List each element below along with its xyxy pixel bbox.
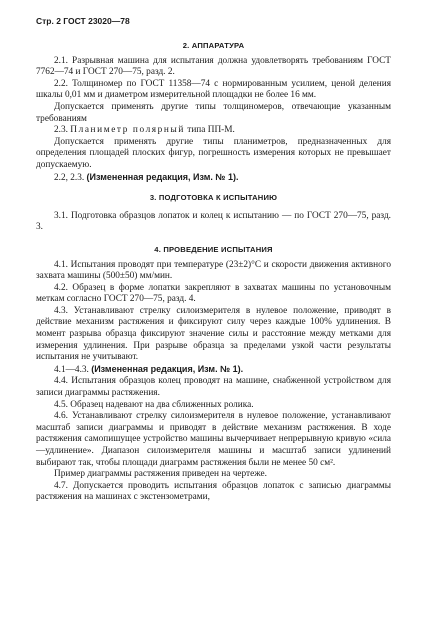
revision-note-2-ref: 2.2, 2.3. [54,172,85,183]
document-body [36,40,391,504]
revision-note-2-text: (Измененная редакция, Изм. № 1). [86,171,239,182]
paragraph-2-3-note: Допускается применять другие типы планиметров, предназначенных для определения площадей плоских фигур, погрешность измерения которых не превышает допускаемую. [36,136,391,170]
paragraph-4-5: 4.5. Образец надевают на два сближенных ролика. [54,399,254,410]
revision-note-4-text: (Измененная редакция, Изм. № 1). [91,363,244,374]
section-heading-apparatus: 2. АППАРАТУРА [182,41,245,50]
paragraph-3-1: 3.1. Подготовка образцов лопаток и колец к испытанию — по ГОСТ 270—75, разд. 3. [36,210,391,233]
paragraph-4-7: 4.7. Допускается проводить испытания образцов лопаток с записью диаграммы растяжения на машинах с экстензометрами, [36,480,391,503]
paragraph-4-6-note: Пример диаграммы растяжения приведен на чертеже. [54,469,267,480]
paragraph-2-2-note: Допускается применять другие типы толщиномеров, отвечающие указанным требованиям [36,101,391,124]
paragraph-4-6: 4.6. Устанавливают стрелку силоизмерителя в нулевое положение, устанавливают масштаб записи диаграммы и приводят в действие механизм растяжения. В ходе растяжения самопишущее устройство машины вычерчивает непрерывную кривую «сила—удлинение». Диапазон силоизмерителя машины и масштаб записи удлинений выбирают так, чтобы площади диаграмм растяжения были не менее 50 см². [36,411,391,468]
revision-note-2 [36,172,391,185]
running-head: Стр. 2 ГОСТ 23020—78 [36,16,130,26]
paragraph-2-3-instrument: Планиметр полярный [70,125,185,136]
paragraph-4-1: 4.1. Испытания проводят при температуре (23±2)°С и скорости движения активного захвата машины (500±50) мм/мин. [36,259,391,282]
paragraph-4-3: 4.3. Устанавливают стрелку силоизмерителя в нулевое положение, приводят в действие механизм растяжения и фиксируют силу через каждые 100% удлинения. В момент разрыва образца фиксируют значение силы и расстояние между метками для измерения удлинения. При разрыве образца за пределами узкой части результаты испытания не учитывают. [36,305,391,363]
paragraph-2-2: 2.2. Толщиномер по ГОСТ 11358—74 с нормированным усилием, ценой деления шкалы 0,01 мм и диаметром измерительной площадки не более 16 мм. [36,78,391,101]
revision-note-4-ref: 4.1—4.3. [54,364,89,375]
revision-note-4 [36,364,391,377]
paragraph-4-4: 4.4. Испытания образцов колец проводят на машине, снабженной устройством для записи диаграммы растяжения. [36,376,391,399]
paragraph-2-3-number: 2.3. [54,125,68,136]
paragraph-2-1: 2.1. Разрывная машина для испытания должна удовлетворять требованиям ГОСТ 7762—74 и ГОСТ 270—75, разд. 2. [36,55,391,78]
paragraph-4-2: 4.2. Образец в форме лопатки закрепляют в захватах машины по установочным меткам согласно ГОСТ 270—75, разд. 4. [36,282,391,305]
section-heading-preparation: 3. ПОДГОТОВКА К ИСПЫТАНИЮ [149,193,278,203]
paragraph-2-3-type: типа ПП-М. [187,125,235,136]
paragraph-2-3 [36,125,391,137]
section-heading-testing: 4. ПРОВЕДЕНИЕ ИСПЫТАНИЯ [154,244,273,254]
